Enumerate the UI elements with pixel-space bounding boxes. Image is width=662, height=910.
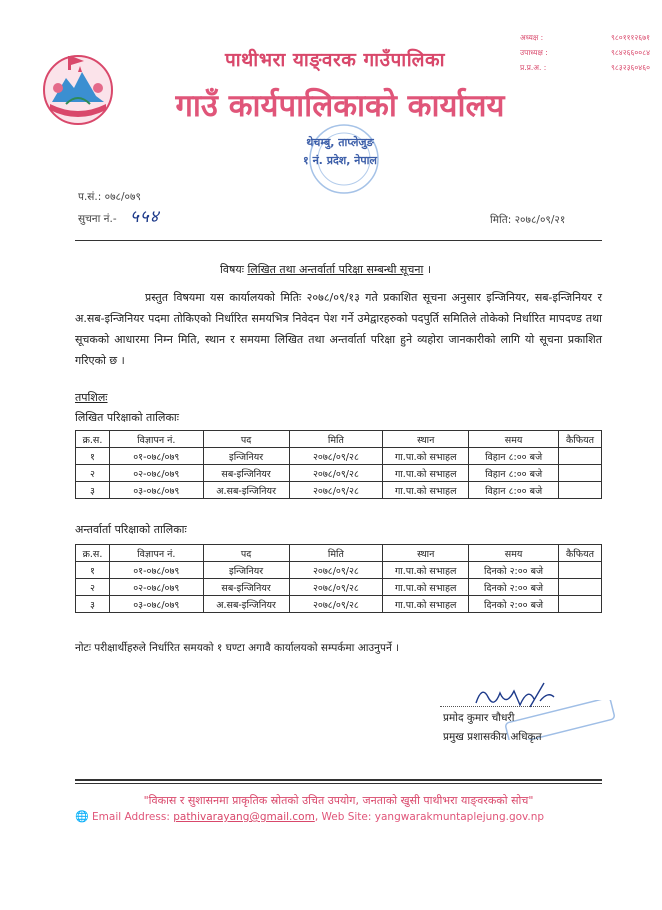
- table-row: १ ०१-०७८/०७९ इन्जिनियर २०७८/०९/२८ गा.पा.को सभाहल दिनको २:०० बजे: [76, 562, 602, 579]
- issue-date: मिति: २०७८/०९/२१: [490, 214, 566, 226]
- address-line-1: थेचम्बु, ताप्लेजुङ: [306, 136, 374, 149]
- notice-number-label: सुचना नं.-: [78, 213, 117, 225]
- subject-line: [220, 262, 431, 277]
- subject-suffix: ।: [426, 263, 431, 276]
- municipality-name: पाथीभरा याङ्वरक गाउँपालिका: [224, 49, 446, 71]
- interview-table: [75, 544, 602, 613]
- table-row: १ ०१-०७८/०७९ इन्जिनियर २०७८/०९/२८ गा.पा.को सभाहल विहान ८:०० बजे: [76, 448, 602, 465]
- subject-prefix: विषयः: [220, 263, 244, 276]
- email-icon: 🌐: [75, 810, 89, 823]
- office-address: [240, 134, 440, 170]
- written-exam-table: [75, 430, 602, 499]
- website-link[interactable]: yangwarakmuntaplejung.gov.np: [374, 811, 545, 823]
- contact-row-chairperson: अध्यक्ष : ९८०१११२६७१: [520, 33, 650, 42]
- table-row: २ ०२-०७८/०७९ सब-इन्जिनियर २०७८/०९/२८ गा.पा.को सभाहल दिनको २:०० बजे: [76, 579, 602, 596]
- table-row: २ ०२-०७८/०७९ सब-इन्जिनियर २०७८/०९/२८ गा.पा.को सभाहल विहान ८:०० बजे: [76, 465, 602, 482]
- table-row: ३ ०३-०७८/०७९ अ.सब-इन्जिनियर २०७८/०९/२८ गा.पा.को सभाहल विहान ८:०० बजे: [76, 482, 602, 499]
- reference-number: प.सं.: ०७८/०७९: [78, 191, 141, 203]
- notice-body: [75, 287, 602, 371]
- signatory-title: प्रमुख प्रशासकीय अधिकृत: [443, 731, 542, 743]
- website-label: , Web Site:: [314, 811, 372, 823]
- subject-text: लिखित तथा अन्तर्वार्ता परिक्षा सम्बन्धी सूचना: [247, 263, 424, 276]
- table-header-row: क्र.स. विज्ञापन नं. पद मिति स्थान समय कैफियत: [76, 431, 602, 448]
- signatory-name: प्रमोद कुमार चौधरी: [443, 712, 515, 724]
- office-name: गाउँ कार्यपालिकाको कार्यालय: [175, 88, 505, 124]
- footer-divider-thin: [75, 783, 602, 784]
- email-label: Email Address:: [92, 811, 170, 823]
- signature-line: [440, 706, 550, 707]
- contact-row-cao: प्र.प्र.अ. : ९८३२३६०४६०: [520, 63, 650, 72]
- table-row: ३ ०३-०७८/०७९ अ.सब-इन्जिनियर २०७८/०९/२८ गा.पा.को सभाहल दिनको २:०० बजे: [76, 596, 602, 613]
- email-link[interactable]: pathivarayang@gmail.com: [173, 811, 315, 823]
- footer-motto: "विकास र सुशासनमा प्राकृतिक स्रोतको उचित उपयोग, जनताको खुसी पाथीभरा याङ्वरकको सोच": [143, 794, 534, 807]
- notice-number-handwritten: ५५४: [130, 207, 160, 227]
- table-header-row: क्र.स. विज्ञापन नं. पद मिति स्थान समय कैफियत: [76, 545, 602, 562]
- written-exam-title: लिखित परिक्षाको तालिकाः: [75, 411, 179, 424]
- nepal-emblem-logo: [38, 48, 118, 128]
- footer-divider-thick: [75, 779, 602, 781]
- exam-note: नोटः परीक्षार्थीहरुले निर्धारित समयको १ घण्टा अगावै कार्यालयको सम्पर्कमा आउनुपर्ने ।: [75, 642, 400, 654]
- address-line-2: १ नं. प्रदेश, नेपाल: [303, 154, 377, 167]
- contact-row-vice-chair: उपाध्यक्ष : ९८४२६६००८४: [520, 48, 650, 57]
- header-divider: [75, 240, 602, 241]
- contact-list: [520, 30, 650, 75]
- notice-paragraph: प्रस्तुत विषयमा यस कार्यालयको मितिः २०७८/०९/१३ गते प्रकाशित सूचना अनुसार इन्जिनियर, सब-इन्जिनियर र अ.सब-इन्जिनियर पदमा तोकिएको निर्धारित समयभित्र निवेदन पेश गर्ने उमेद्वारहरुको पदपुर्ति समितिले तोकेको निर्धारित मापदण्ड तथा सूचकको आधारमा निम्न मिति, स्थान र समयमा लिखित तथा अन्तर्वार्ता परिक्षा हुने व्यहोरा जानकारीको लागि यो सूचना प्रकाशित गरिएको छ ।: [75, 291, 602, 367]
- details-label: तपशिलः: [75, 391, 108, 404]
- footer-contact: [75, 810, 615, 823]
- interview-title: अन्तर्वार्ता परिक्षाको तालिकाः: [75, 523, 187, 536]
